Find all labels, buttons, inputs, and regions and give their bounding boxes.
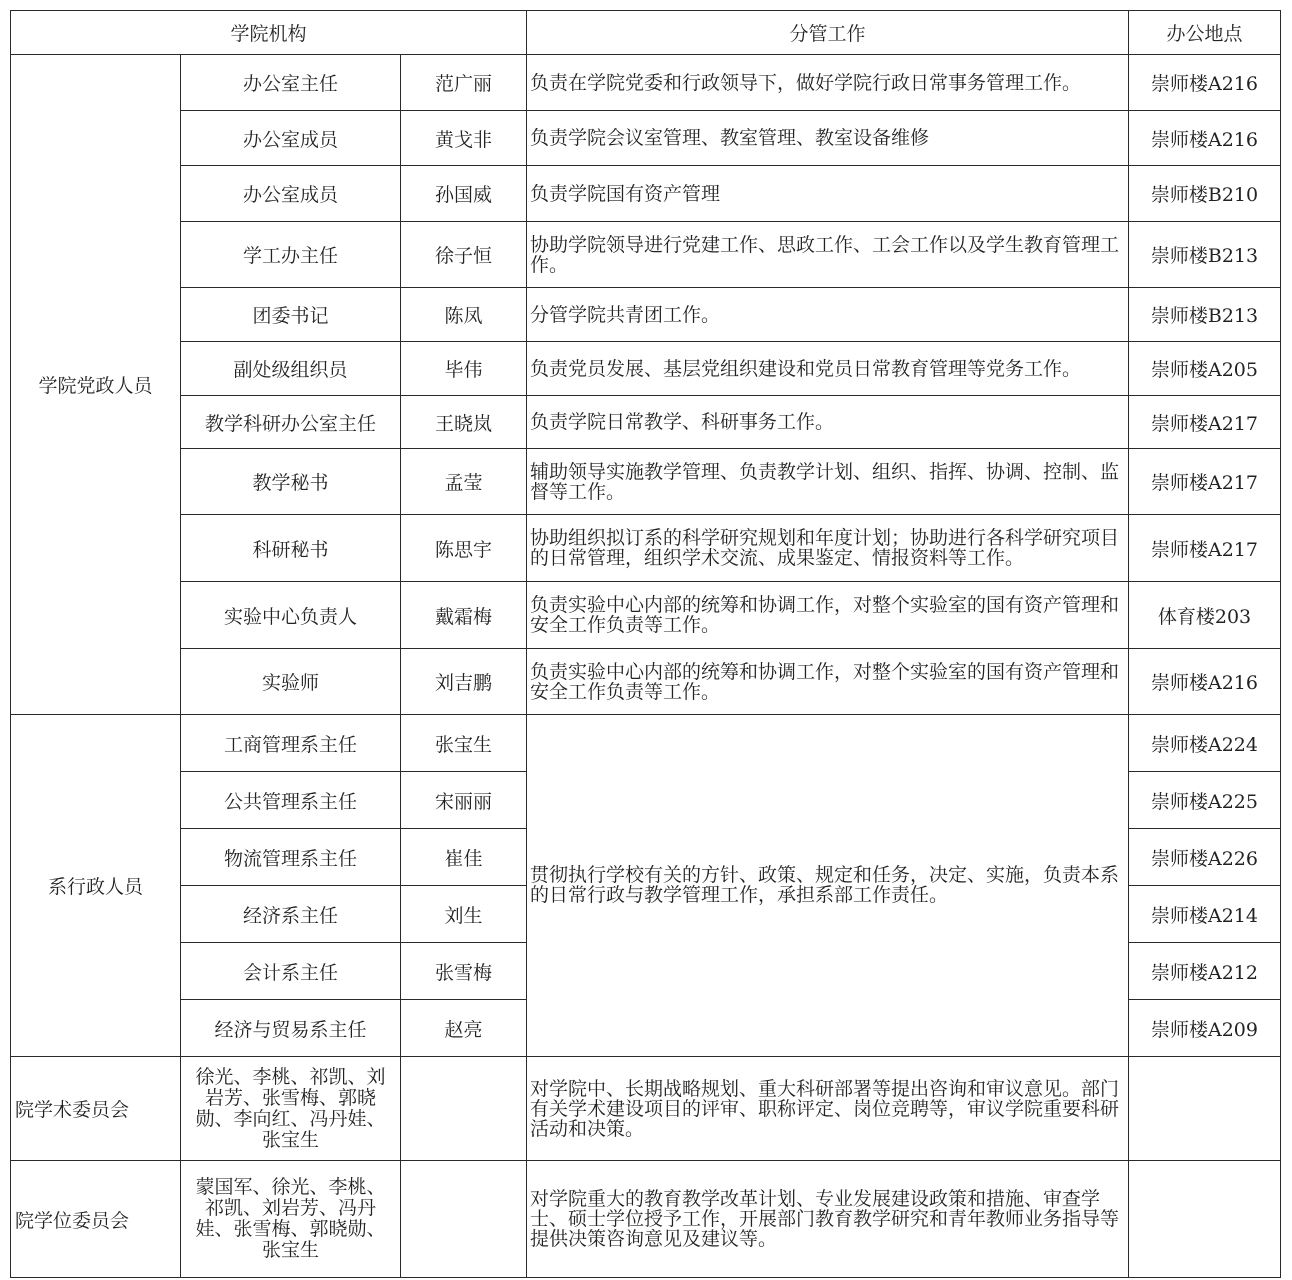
- office-cell: 体育楼203: [1129, 582, 1281, 649]
- name-cell: 陈思宇: [401, 515, 527, 582]
- duty-cell: 负责学院日常教学、科研事务工作。: [527, 396, 1129, 449]
- category-cell: 学院党政人员: [11, 55, 181, 715]
- name-cell: 孙国威: [401, 166, 527, 222]
- office-cell: 崇师楼B213: [1129, 222, 1281, 288]
- duty-cell: 对学院中、长期战略规划、重大科研部署等提出咨询和审议意见。部门有关学术建设项目的评审、职称评定、岗位竞聘等，审议学院重要科研活动和决策。: [527, 1057, 1129, 1161]
- committee-members-cell: 徐光、李桃、祁凯、刘岩芳、张雪梅、郭晓勋、李向红、冯丹娃、张宝生: [181, 1057, 401, 1161]
- position-cell: 会计系主任: [181, 943, 401, 1000]
- position-cell: 教学秘书: [181, 449, 401, 515]
- office-cell: 崇师楼A217: [1129, 515, 1281, 582]
- category-cell: 系行政人员: [11, 715, 181, 1057]
- name-cell: 王晓岚: [401, 396, 527, 449]
- table-row: [11, 222, 1281, 288]
- duty-cell: 负责在学院党委和行政领导下，做好学院行政日常事务管理工作。: [527, 55, 1129, 111]
- table-row: [11, 111, 1281, 166]
- name-cell: 孟莹: [401, 449, 527, 515]
- name-cell: 陈凤: [401, 288, 527, 342]
- header-duty: 分管工作: [527, 11, 1129, 55]
- duty-cell: 协助学院领导进行党建工作、思政工作、工会工作以及学生教育管理工作。: [527, 222, 1129, 288]
- duty-cell: 负责实验中心内部的统筹和协调工作，对整个实验室的国有资产管理和安全工作负责等工作。: [527, 582, 1129, 649]
- name-cell: 宋丽丽: [401, 772, 527, 829]
- name-cell: 赵亮: [401, 1000, 527, 1057]
- position-cell: 副处级组织员: [181, 342, 401, 396]
- position-cell: 团委书记: [181, 288, 401, 342]
- name-cell: 刘吉鹏: [401, 649, 527, 715]
- table-row: [11, 396, 1281, 449]
- header-office: 办公地点: [1129, 11, 1281, 55]
- position-cell: 办公室成员: [181, 111, 401, 166]
- table-row: [11, 715, 1281, 772]
- table-row: [11, 288, 1281, 342]
- position-cell: 工商管理系主任: [181, 715, 401, 772]
- position-cell: 经济系主任: [181, 886, 401, 943]
- office-cell: 崇师楼A212: [1129, 943, 1281, 1000]
- name-cell: 张宝生: [401, 715, 527, 772]
- table-row: [11, 1161, 1281, 1278]
- office-cell: [1129, 1057, 1281, 1161]
- office-cell: 崇师楼A216: [1129, 55, 1281, 111]
- duty-cell: 负责党员发展、基层党组织建设和党员日常教育管理等党务工作。: [527, 342, 1129, 396]
- office-cell: 崇师楼A205: [1129, 342, 1281, 396]
- duty-cell: 负责学院会议室管理、教室管理、教室设备维修: [527, 111, 1129, 166]
- position-cell: 办公室主任: [181, 55, 401, 111]
- name-cell: 崔佳: [401, 829, 527, 886]
- shared-duty-cell: 贯彻执行学校有关的方针、政策、规定和任务，决定、实施，负责本系的日常行政与教学管理工作，承担系部工作责任。: [527, 715, 1129, 1057]
- committee-members-cell: 蒙国军、徐光、李桃、祁凯、刘岩芳、冯丹娃、张雪梅、郭晓勋、张宝生: [181, 1161, 401, 1278]
- duty-cell: 辅助领导实施教学管理、负责教学计划、组织、指挥、协调、控制、监督等工作。: [527, 449, 1129, 515]
- table-row: [11, 515, 1281, 582]
- committee-name-cell: 院学术委员会: [11, 1057, 181, 1161]
- office-cell: 崇师楼A224: [1129, 715, 1281, 772]
- table-row: [11, 649, 1281, 715]
- duty-cell: 负责实验中心内部的统筹和协调工作，对整个实验室的国有资产管理和安全工作负责等工作。: [527, 649, 1129, 715]
- position-cell: 经济与贸易系主任: [181, 1000, 401, 1057]
- empty-cell: [401, 1161, 527, 1278]
- name-cell: 张雪梅: [401, 943, 527, 1000]
- position-cell: 公共管理系主任: [181, 772, 401, 829]
- name-cell: 戴霜梅: [401, 582, 527, 649]
- org-structure-table: [10, 10, 1281, 1278]
- name-cell: 黄戈非: [401, 111, 527, 166]
- table-row: [11, 1057, 1281, 1161]
- office-cell: 崇师楼A217: [1129, 449, 1281, 515]
- office-cell: 崇师楼A209: [1129, 1000, 1281, 1057]
- office-cell: 崇师楼B210: [1129, 166, 1281, 222]
- name-cell: 刘生: [401, 886, 527, 943]
- table-row: [11, 166, 1281, 222]
- position-cell: 科研秘书: [181, 515, 401, 582]
- name-cell: 徐子恒: [401, 222, 527, 288]
- duty-cell: 协助组织拟订系的科学研究规划和年度计划；协助进行各科学研究项目的日常管理，组织学术交流、成果鉴定、情报资料等工作。: [527, 515, 1129, 582]
- office-cell: 崇师楼A225: [1129, 772, 1281, 829]
- office-cell: 崇师楼B213: [1129, 288, 1281, 342]
- office-cell: 崇师楼A216: [1129, 111, 1281, 166]
- header-org: 学院机构: [11, 11, 527, 55]
- table-row: [11, 449, 1281, 515]
- duty-cell: 分管学院共青团工作。: [527, 288, 1129, 342]
- name-cell: 范广丽: [401, 55, 527, 111]
- table-row: [11, 55, 1281, 111]
- office-cell: 崇师楼A214: [1129, 886, 1281, 943]
- duty-cell: 对学院重大的教育教学改革计划、专业发展建设政策和措施、审查学士、硕士学位授予工作，开展部门教育教学研究和青年教师业务指导等提供决策咨询意见及建议等。: [527, 1161, 1129, 1278]
- office-cell: 崇师楼A216: [1129, 649, 1281, 715]
- office-cell: 崇师楼A217: [1129, 396, 1281, 449]
- table-row: [11, 342, 1281, 396]
- office-cell: 崇师楼A226: [1129, 829, 1281, 886]
- committee-name-cell: 院学位委员会: [11, 1161, 181, 1278]
- table-row: [11, 582, 1281, 649]
- table-header-row: [11, 11, 1281, 55]
- empty-cell: [401, 1057, 527, 1161]
- name-cell: 毕伟: [401, 342, 527, 396]
- position-cell: 实验中心负责人: [181, 582, 401, 649]
- position-cell: 实验师: [181, 649, 401, 715]
- position-cell: 教学科研办公室主任: [181, 396, 401, 449]
- position-cell: 学工办主任: [181, 222, 401, 288]
- office-cell: [1129, 1161, 1281, 1278]
- position-cell: 办公室成员: [181, 166, 401, 222]
- position-cell: 物流管理系主任: [181, 829, 401, 886]
- duty-cell: 负责学院国有资产管理: [527, 166, 1129, 222]
